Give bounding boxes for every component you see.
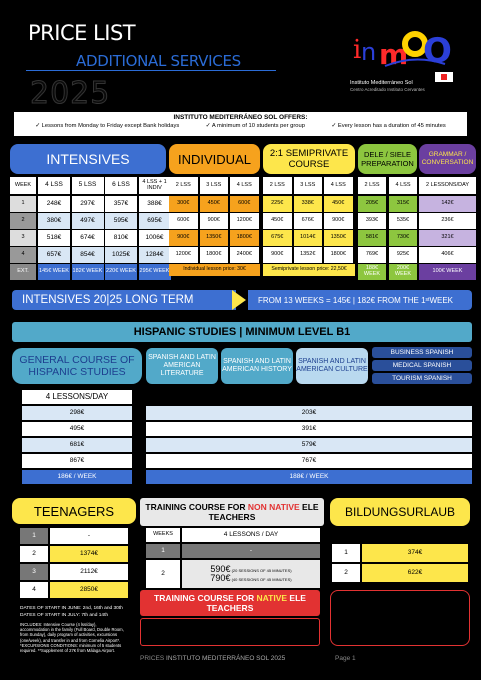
- hispanic-right-cell: 579€: [146, 438, 472, 452]
- individual-price-cell: 1200€: [230, 213, 259, 229]
- individual-price-cell: 450€: [200, 196, 229, 212]
- teen-price-cell: -: [50, 528, 128, 544]
- dele-col-header: 4 LSS: [389, 177, 417, 194]
- intensives-price-cell: 695€: [139, 213, 171, 229]
- intensives-price-cell: 854€: [72, 247, 104, 263]
- offer-item: ✓ A minimum of 10 students per group: [205, 123, 305, 129]
- intensives-week-cell: 2: [10, 213, 36, 229]
- teen-week-cell: 4: [20, 582, 48, 598]
- hispanic-left-cell: 186€ / WEEK: [22, 470, 132, 484]
- grammar-price-cell: 236€: [419, 213, 476, 229]
- semiprivate-price-cell: 900€: [324, 213, 353, 229]
- intensives-price-cell: 220€ WEEK: [105, 264, 137, 280]
- individual-price-cell: 1200€: [169, 247, 198, 263]
- intensives-week-cell: EXT.: [10, 264, 36, 280]
- hispanic-header: HISPANIC STUDIES | MINIMUM LEVEL B1: [12, 322, 472, 342]
- tourism-label: TOURISM SPANISH: [372, 373, 472, 384]
- intensives-price-cell: 1025€: [105, 247, 137, 263]
- intensives-price-cell: 297€: [72, 196, 104, 212]
- intensives-price-cell: 497€: [72, 213, 104, 229]
- training-price: 590€: [210, 563, 231, 574]
- semiprivate-price-cell: 676€: [294, 213, 323, 229]
- dele-price-cell: 925€: [389, 247, 417, 263]
- teen-includes: INCLUDES: Intensive Course (4 lss/day), accommodation in the family (Full Board, Double Room, from Sunday), daily program of activities, excursions (one/week), and transfer in and from Cornelia Airport*. *EXCURSIONS CONDITIONS: minimum of 5 students required. **Supplement of 27€ from Málaga Airport.: [20, 622, 124, 654]
- grammar-price-cell: 142€: [419, 196, 476, 212]
- footer-left: PRICES INSTITUTO MEDITERRÁNEO SOL 2025: [140, 655, 286, 662]
- page-year: 2025: [30, 76, 111, 111]
- teen-price-cell: 1374€: [50, 546, 128, 562]
- intensives-price-cell: 1006€: [139, 230, 171, 246]
- bildungsurlaub-header: BILDUNGSURLAUB: [330, 498, 470, 526]
- intensives-price-cell: 1284€: [139, 247, 171, 263]
- intensives-price-cell: 810€: [105, 230, 137, 246]
- intensives-price-cell: 145€ WEEK: [38, 264, 70, 280]
- semiprivate-price-cell: 1350€: [324, 230, 353, 246]
- institute-logo: [345, 14, 465, 94]
- intensives-col-header: 6 LSS: [105, 177, 137, 194]
- semiprivate-note: Semiprivate lesson price: 22,50€: [263, 264, 355, 276]
- hispanic-right-cell: 188€ / WEEK: [146, 470, 472, 484]
- svg-text:i: i: [353, 35, 362, 65]
- hispanic-right-cell: 391€: [146, 422, 472, 436]
- training-price: 790€: [210, 573, 231, 583]
- dele-ext-cell: 188€ WEEK: [358, 264, 386, 280]
- training-price-cell: [182, 560, 320, 588]
- individual-price-cell: 1800€: [200, 247, 229, 263]
- logo-caption: Instituto Mediterráneo Sol: [350, 80, 413, 86]
- dele-price-cell: 581€: [358, 230, 386, 246]
- semiprivate-col-header: 2 LSS: [263, 177, 292, 194]
- individual-price-cell: 300€: [169, 196, 198, 212]
- intensives-week-header: WEEK: [10, 177, 36, 194]
- individual-price-cell: 2400€: [230, 247, 259, 263]
- semiprivate-col-header: 3 LSS: [294, 177, 323, 194]
- bild-week-cell: 1: [332, 544, 360, 562]
- dele-ext-cell: 200€ WEEK: [389, 264, 417, 280]
- dele-price-cell: 769€: [358, 247, 386, 263]
- training-price-note: (20 SESSIONS OF 45 MINUTES): [230, 567, 292, 573]
- intensives-week-cell: 3: [10, 230, 36, 246]
- svg-text:n: n: [361, 38, 377, 66]
- bild-week-cell: 2: [332, 564, 360, 582]
- dele-header: DELE / SIELE PREPARATION: [358, 144, 417, 174]
- dele-price-cell: 730€: [389, 230, 417, 246]
- semiprivate-price-cell: 1800€: [324, 247, 353, 263]
- offer-item: ✓ Every lesson has a duration of 45 minutes: [331, 123, 446, 129]
- teenagers-header: TEENAGERS: [12, 498, 136, 524]
- individual-col-header: 2 LSS: [169, 177, 198, 194]
- header-divider: [26, 70, 276, 71]
- hispanic-right-cell: 203€: [146, 406, 472, 420]
- teen-week-cell: 1: [20, 528, 48, 544]
- dele-col-header: 2 LSS: [358, 177, 386, 194]
- training-native-box: [140, 618, 320, 646]
- semiprivate-price-cell: 1014€: [294, 230, 323, 246]
- intensives-header: INTENSIVES: [10, 144, 166, 174]
- hispanic-right-cell: 767€: [146, 454, 472, 468]
- teen-dates-june: DATES OF START IN JUNE: 2nd, 16th and 30th: [20, 606, 123, 611]
- hispanic-left-cell: 681€: [22, 438, 132, 452]
- bildungsurlaub-box: [330, 590, 470, 646]
- training-week-cell: 1: [146, 544, 180, 558]
- intensives-price-cell: 295€ WEEK: [139, 264, 171, 280]
- semiprivate-price-cell: 900€: [263, 247, 292, 263]
- offers-banner: [14, 112, 467, 136]
- training-price-note: (40 SESSIONS OF 45 MINUTES): [230, 577, 292, 582]
- training-lessons-header: 4 LESSONS / DAY: [182, 528, 320, 542]
- individual-price-cell: 600€: [230, 196, 259, 212]
- hispanic-left-cell: 298€: [22, 406, 132, 420]
- individual-price-cell: 1800€: [230, 230, 259, 246]
- intensives-price-cell: 674€: [72, 230, 104, 246]
- individual-price-cell: 900€: [200, 213, 229, 229]
- individual-price-cell: 1350€: [200, 230, 229, 246]
- intensives-price-cell: 518€: [38, 230, 70, 246]
- semiprivate-price-cell: 675€: [263, 230, 292, 246]
- teen-week-cell: 2: [20, 546, 48, 562]
- culture-label: SPANISH AND LATIN AMERICAN CULTURE: [296, 348, 368, 384]
- grammar-header: GRAMMAR / CONVERSATION: [419, 144, 476, 174]
- teen-price-cell: 2112€: [50, 564, 128, 580]
- svg-text:m: m: [379, 38, 409, 71]
- semiprivate-price-cell: 450€: [324, 196, 353, 212]
- medical-label: MEDICAL SPANISH: [372, 360, 472, 371]
- individual-header: INDIVIDUAL: [169, 144, 260, 174]
- intensives-price-cell: 357€: [105, 196, 137, 212]
- intensives-price-cell: 388€: [139, 196, 171, 212]
- training-price-cell: -: [182, 544, 320, 558]
- training-non-native-header: TRAINING COURSE FOR NON NATIVE ELE TEACHERS: [140, 498, 324, 526]
- history-label: SPANISH AND LATIN AMERICAN HISTORY: [221, 348, 293, 384]
- bild-price-cell: 374€: [362, 544, 468, 562]
- individual-col-header: 3 LSS: [200, 177, 229, 194]
- training-week-cell: 2: [146, 560, 180, 588]
- intensives-price-cell: 657€: [38, 247, 70, 263]
- offer-item: ✓ Lessons from Monday to Friday except Bank holidays: [35, 123, 180, 129]
- training-native-header: TRAINING COURSE FOR NATIVE ELE TEACHERS: [140, 590, 320, 616]
- page-subtitle: ADDITIONAL SERVICES: [76, 52, 241, 70]
- long-term-arrow: [232, 290, 246, 310]
- literature-label: SPANISH AND LATIN AMERICAN LITERATURE: [146, 348, 218, 384]
- svg-text:O: O: [423, 31, 452, 71]
- lessons-day-header: 4 LESSONS/DAY: [22, 390, 132, 404]
- intensives-price-cell: 380€: [38, 213, 70, 229]
- semiprivate-price-cell: 450€: [263, 213, 292, 229]
- business-label: BUSINESS SPANISH: [372, 347, 472, 358]
- individual-price-cell: 600€: [169, 213, 198, 229]
- semiprivate-price-cell: 338€: [294, 196, 323, 212]
- training-price-line: [210, 574, 291, 583]
- individual-price-cell: 900€: [169, 230, 198, 246]
- grammar-ext-cell: 100€ WEEK: [419, 264, 476, 280]
- intensives-week-cell: 4: [10, 247, 36, 263]
- bild-price-cell: 622€: [362, 564, 468, 582]
- teen-dates-july: DATES OF START IN JULY: 7th and 14th: [20, 613, 109, 618]
- grammar-col-header: 2 LESSONS/DAY: [419, 177, 476, 194]
- semiprivate-price-cell: 1352€: [294, 247, 323, 263]
- teen-week-cell: 3: [20, 564, 48, 580]
- dele-price-cell: 205€: [358, 196, 386, 212]
- general-course-label: GENERAL COURSE OF HISPANIC STUDIES: [12, 348, 142, 384]
- long-term-text: FROM 13 WEEKS = 145€ | 182€ FROM THE 1 st WEEK: [248, 290, 472, 310]
- dele-price-cell: 535€: [389, 213, 417, 229]
- intensives-price-cell: 248€: [38, 196, 70, 212]
- intensives-price-cell: 182€ WEEK: [72, 264, 104, 280]
- individual-note: Individual lesson price: 30€: [169, 264, 260, 276]
- footer-page: Page 1: [335, 655, 356, 662]
- grammar-price-cell: 321€: [419, 230, 476, 246]
- offers-heading: INSTITUTO MEDITERRÁNEO SOL OFFERS:: [173, 114, 308, 121]
- training-weeks-header: WEEKS: [146, 528, 180, 542]
- teen-price-cell: 2850€: [50, 582, 128, 598]
- dele-price-cell: 393€: [358, 213, 386, 229]
- hispanic-left-cell: 495€: [22, 422, 132, 436]
- page-title: PRICE LIST: [28, 21, 136, 45]
- intensives-col-header: 4 LSS + 1 INDIV: [139, 177, 171, 194]
- intensives-week-cell: 1: [10, 196, 36, 212]
- logo-caption-2: Centro Acreditado Instituto Cervantes: [350, 87, 425, 92]
- grammar-price-cell: 406€: [419, 247, 476, 263]
- long-term-title: INTENSIVES 20|25 LONG TERM: [12, 290, 236, 310]
- intensives-price-cell: 595€: [105, 213, 137, 229]
- intensives-col-header: 4 LSS: [38, 177, 70, 194]
- individual-col-header: 4 LSS: [230, 177, 259, 194]
- semiprivate-col-header: 4 LSS: [324, 177, 353, 194]
- intensives-col-header: 5 LSS: [72, 177, 104, 194]
- dele-price-cell: 315€: [389, 196, 417, 212]
- semiprivate-header: 2:1 SEMIPRIVATE COURSE: [263, 144, 355, 174]
- semiprivate-price-cell: 225€: [263, 196, 292, 212]
- hispanic-left-cell: 867€: [22, 454, 132, 468]
